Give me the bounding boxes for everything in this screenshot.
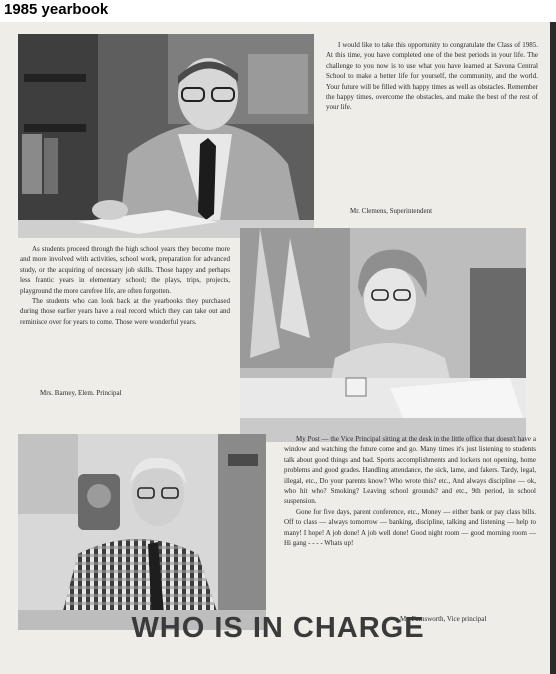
page-edge: [550, 22, 556, 674]
vice-principal-signature: Mr. Farnsworth, Vice principal: [400, 615, 487, 623]
principal-message: [20, 244, 230, 327]
superintendent-text: I would like to take this opportunity to congratulate the Class of 1985. At this time, you have completed one of the best periods in your life. The challenge to you now is to use what you have learned at Savona Central School to make a better life for yourself, the community, and the world. Your future will be filled with happy times as well as obstacles. Remember the happy times, overcome the obstacles, and make the best of the rest of your life.: [326, 41, 538, 112]
principal-paragraph-1: As students proceed through the high school years they become more and more involved with activities, school work, preparation for advanced study, or the acquiring of necessary job skills. Those happy and perhaps less frantic years in elementary school; the plays, trips, projects, playground the more carefree life, are often forgotten.: [20, 245, 230, 295]
yearbook-page: [0, 22, 556, 674]
vice-principal-paragraph-1: My Post — the Vice Principal sitting at the desk in the little office that doesn't have a window and watching the future come and go. Many times it's just listening to students talk about good things and bad. Sports accomplishments and lockers not opening, home problems and good grades. Handling attendance, the sick, lame, and fakers. Tardy, legal, illegal, etc., Do your parents know? Who wrote this? etc., And always discipline — ok, who hit who? Smoking? Leaving school grounds? and etc., 9th period, in school suspension.: [284, 435, 536, 506]
superintendent-message: [326, 40, 538, 113]
superintendent-signature: Mr. Clemens, Superintendent: [350, 207, 433, 215]
vice-principal-message: [284, 434, 536, 548]
principal-paragraph-2: The students who can look back at the yearbooks they purchased during those earlier years have a real record which they can take out and reminisce over for years to come. Those were wonderful years.: [20, 297, 230, 326]
principal-photo: [240, 228, 526, 442]
vice-principal-photo: [18, 434, 266, 630]
header-title: 1985 yearbook: [4, 1, 109, 18]
principal-signature: Mrs. Barney, Elem. Principal: [40, 389, 122, 397]
header-bar: [0, 0, 556, 22]
superintendent-photo: [18, 34, 314, 238]
page-title: WHO IS IN CHARGE: [131, 612, 425, 644]
vice-principal-paragraph-2: Gone for five days, parent conference, etc., Money — either bank or pay class bills. Off to class — always tomorrow — banking, discipline, talking and listening — help to many! I hope! A job done! A job well done! Good night room — good morning room — Hi gang - - - - Whats up!: [284, 507, 536, 548]
